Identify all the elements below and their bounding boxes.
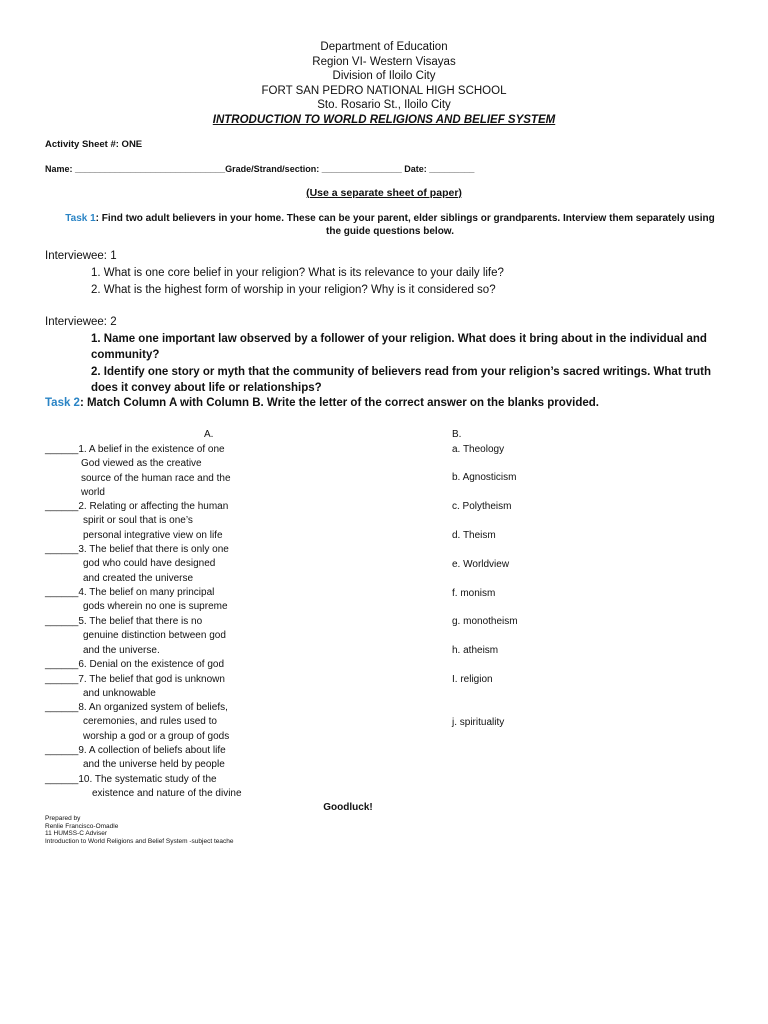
header-address: Sto. Rosario St., Iloilo City [317,99,451,111]
student-fields-line: Name: ______________________________Grade/Strand/section: ________________ Date: _________ [45,164,475,174]
column-a-heading: A. [204,429,214,440]
task2-label: Task 2 [45,397,80,409]
document-title: INTRODUCTION TO WORLD RELIGIONS AND BELIEF SYSTEM [212,113,556,126]
interviewee2-label: Interviewee: 2 [45,316,117,328]
column-b-heading: B. [452,429,462,440]
header-department: Department of Education [320,41,448,53]
column-b-option-j: j. spirituality [452,717,505,728]
task2-text: : Match Column A with Column B. Write the letter of the correct answer on the blanks provided. [79,397,599,409]
interviewee1-label: Interviewee: 1 [45,250,117,262]
task2-instructions [45,397,599,409]
interviewee1-question1: 1. What is one core belief in your religion? What is its relevance to your daily life? [91,267,504,279]
header-region: Region VI- Western Visayas [312,55,456,68]
column-a-item-5: ______5. The belief that there is no genuine distinction between god and the universe. [45,616,226,656]
document-header [0,40,768,127]
footer-line-name: Renlie Francisco-Omadle [45,822,119,830]
footer-line-adviser: 11 HUMSS-C Adviser [45,830,108,837]
task1-label: Task 1 [65,213,96,224]
column-b-option-b: b. Agnosticism [452,472,517,483]
column-b-option-d: d. Theism [452,530,496,541]
column-a-item-10: ______10. The systematic study of the existence and nature of the divine [45,774,242,800]
instruction-note: (Use a separate sheet of paper) [306,187,462,199]
footer-prepared-by [45,815,233,845]
column-b-option-f: f. monism [452,588,496,599]
header-school: FORT SAN PEDRO NATIONAL HIGH SCHOOL [261,84,507,97]
column-a-item-2: ______2. Relating or affecting the human spirit or soul that is one’s personal integrative view on life [45,501,229,541]
interviewee2-question1: 1. Name one important law observed by a follower of your religion. What does it bring about in the individual and community? [91,333,707,361]
footer-line-subject: Introduction to World Religions and Belief System -subject teache [45,837,234,845]
column-b-option-c: c. Polytheism [452,501,512,512]
closing-goodluck: Goodluck! [323,802,373,813]
column-b-option-i: I. religion [452,674,493,685]
column-a-item-8: ______8. An organized system of beliefs, ceremonies, and rules used to worship a god or a group of gods [45,702,230,742]
column-a-item-3: ______3. The belief that there is only one god who could have designed and created the universe [45,544,229,584]
column-a-item-9: ______9. A collection of beliefs about life and the universe held by people [45,745,226,771]
interviewee1-question2: 2. What is the highest form of worship in your religion? Why is it considered so? [91,284,496,296]
column-b-option-e: e. Worldview [452,559,510,570]
footer-line-prepared: Prepared by [45,815,81,822]
column-a-item-4: ______4. The belief on many principal gods wherein no one is supreme [45,587,228,613]
column-b-option-a: a. Theology [452,444,505,455]
column-b-option-g: g. monotheism [452,616,518,627]
interviewee2-question2: 2. Identify one story or myth that the community of believers read from your religion’s sacred writings. What truth does it convey about life or relationships? [91,366,712,394]
header-division: Division of Iloilo City [332,70,436,82]
task1-text: : Find two adult believers in your home. These can be your parent, elder siblings or grandparents. Interview them separately using the guide questions below. [95,213,715,237]
column-a-item-7: ______7. The belief that god is unknown and unknowable [45,674,225,700]
column-b-option-h: h. atheism [452,645,499,656]
column-a-item-6: ______6. Denial on the existence of god [45,659,225,670]
task1-instructions [60,212,720,238]
column-a-item-1: ______1. A belief in the existence of one God viewed as the creative source of the human race and the world [45,444,231,499]
activity-sheet-label: Activity Sheet #: ONE [45,139,143,150]
